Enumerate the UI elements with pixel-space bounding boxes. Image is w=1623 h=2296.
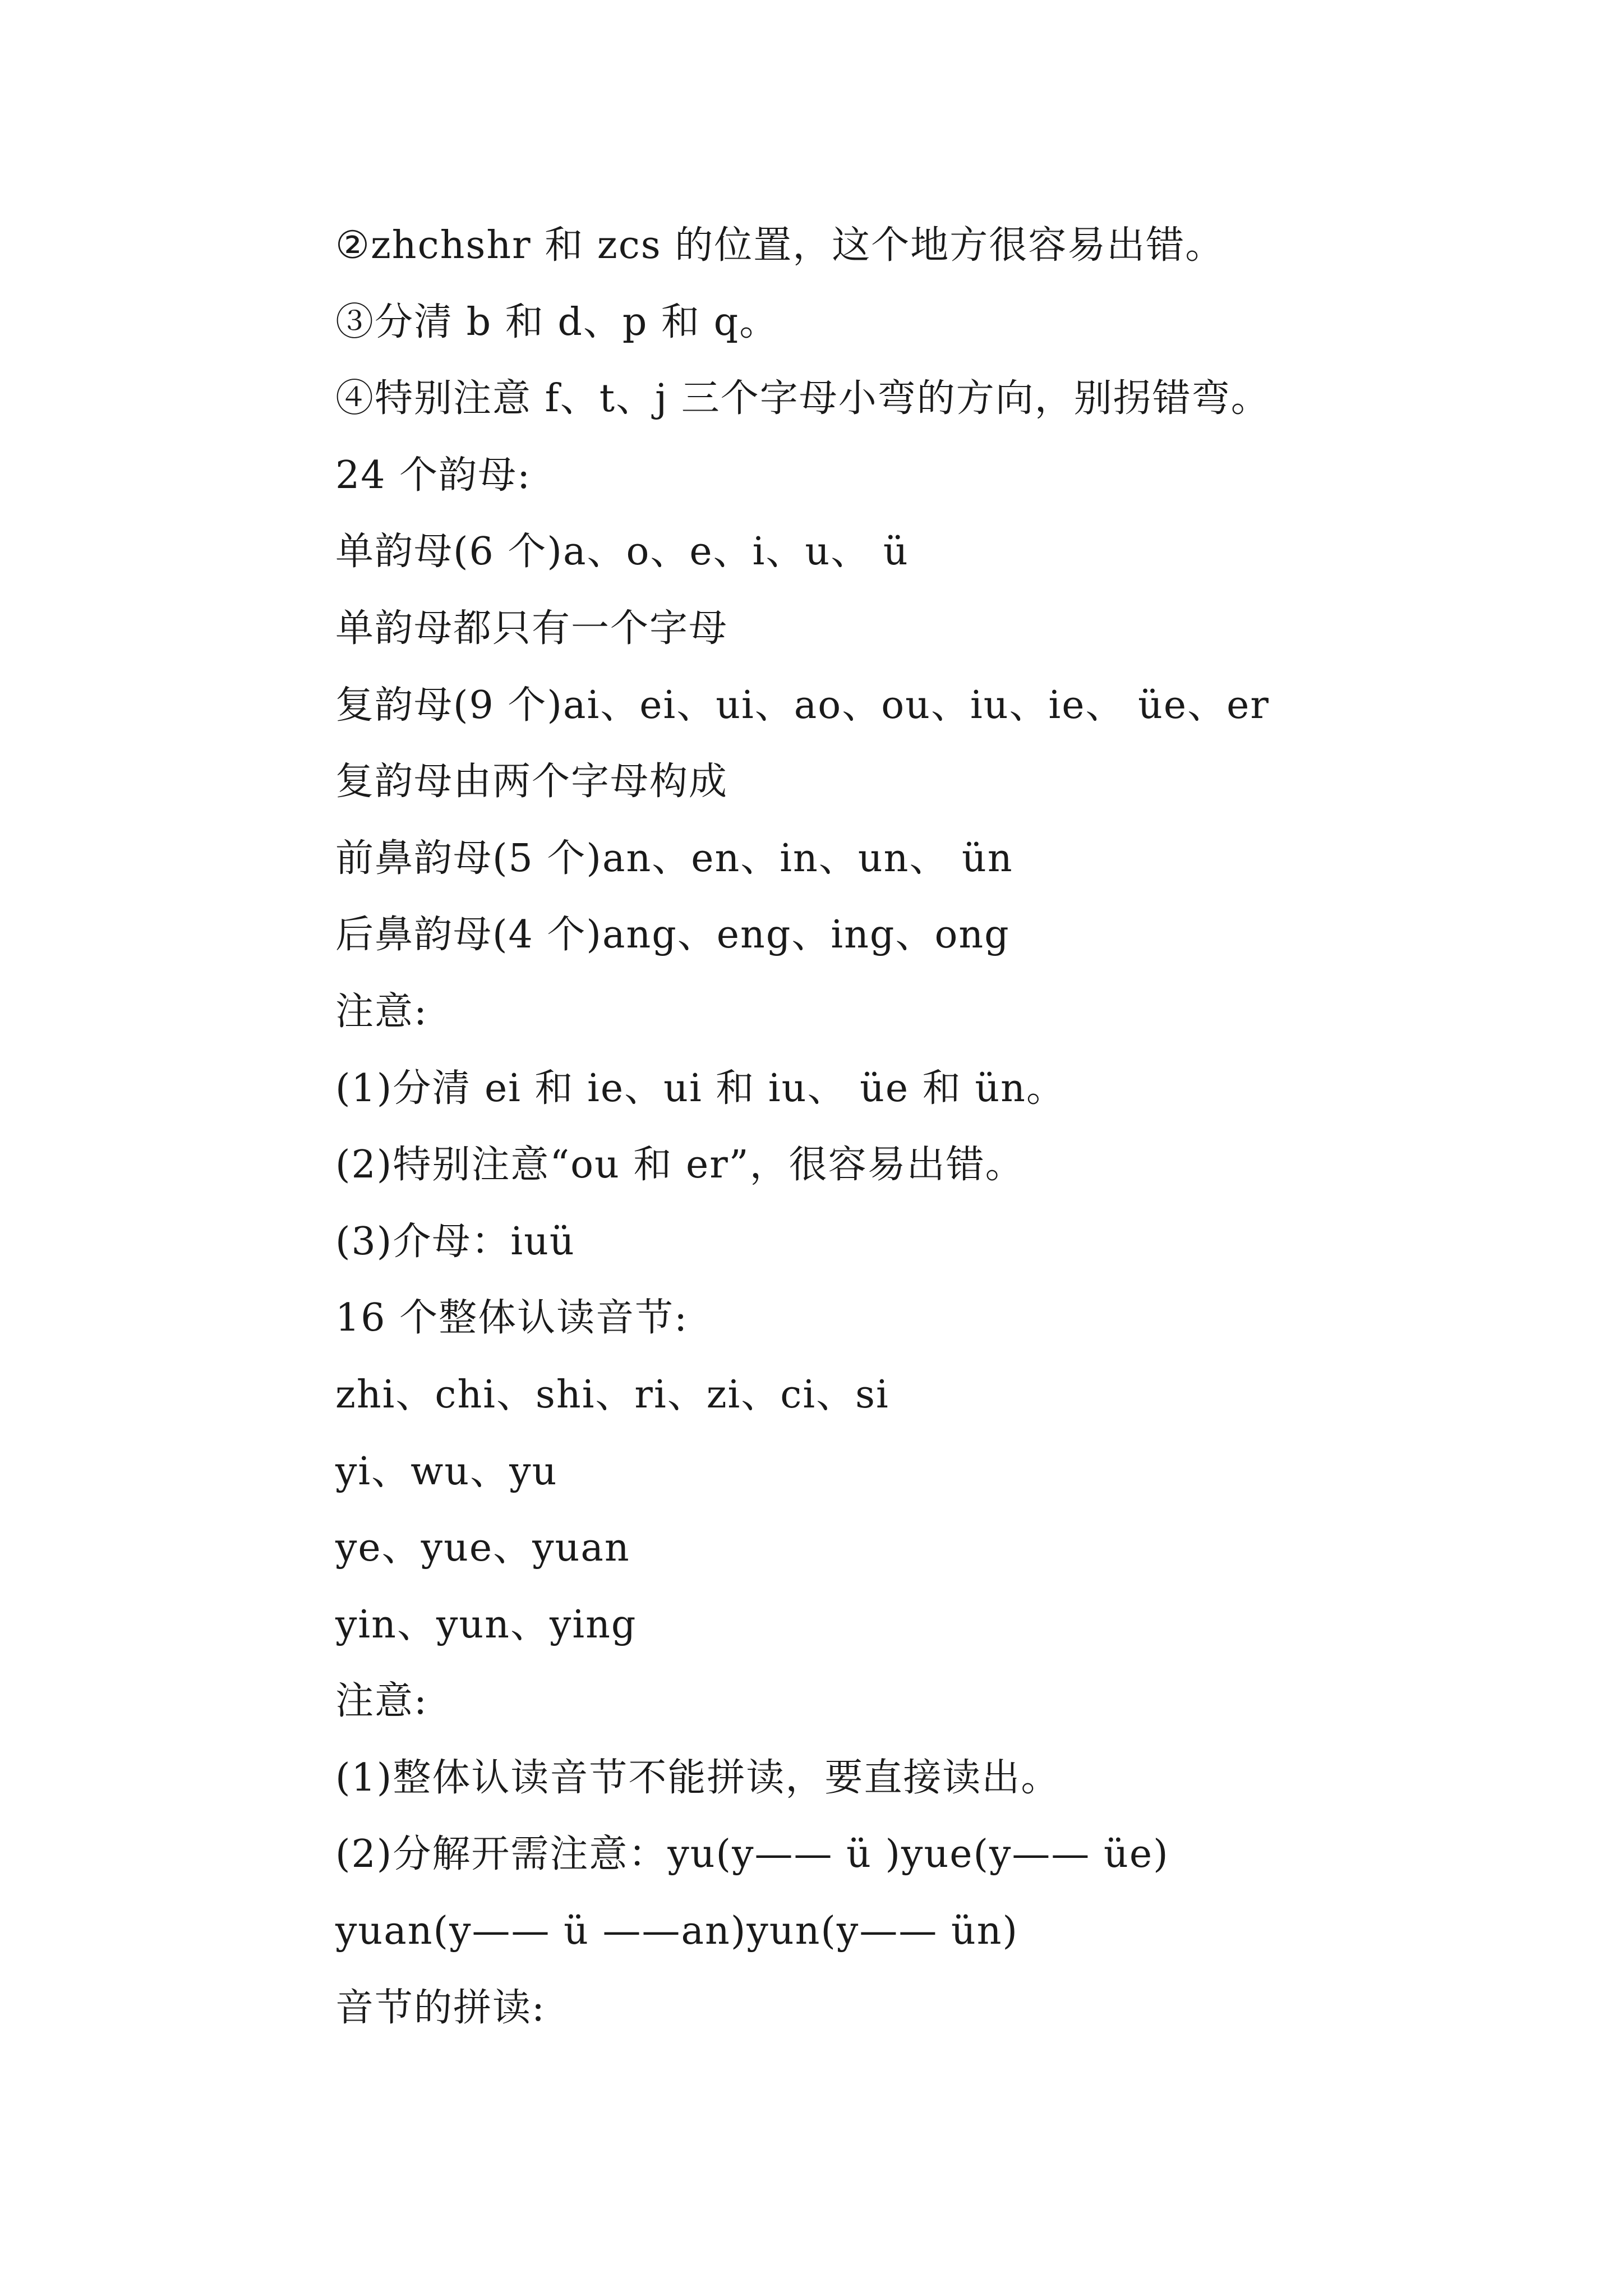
text-line-3: ④特别注意 f、t、j 三个字母小弯的方向，别拐错弯。	[335, 376, 1270, 421]
text-line-23: yuan(y—— ü ——an)yun(y—— ün)	[335, 1909, 1019, 1954]
text-line-10: 后鼻韵母(4 个)ang、eng、ing、ong	[335, 913, 1010, 958]
text-line-1: ②zhchshr 和 zcs 的位置，这个地方很容易出错。	[335, 223, 1225, 268]
text-line-8: 复韵母由两个字母构成	[335, 760, 728, 804]
text-line-5: 单韵母(6 个)a、o、e、i、u、 ü	[335, 530, 909, 574]
text-line-6: 单韵母都只有一个字母	[335, 606, 728, 651]
note-heading-2: 注意:	[335, 1679, 428, 1724]
section-heading-spelling: 音节的拼读:	[335, 1985, 546, 2030]
section-heading-syllables: 16 个整体认读音节:	[335, 1296, 689, 1341]
text-line-21: (1)整体认读音节不能拼读，要直接读出。	[335, 1755, 1061, 1800]
text-line-16: zhi、chi、shi、ri、zi、ci、si	[335, 1372, 889, 1417]
document-body	[335, 208, 1513, 2046]
text-line-19: yin、yun、ying	[335, 1602, 637, 1647]
text-line-18: ye、yue、yuan	[335, 1526, 630, 1571]
text-line-17: yi、wu、yu	[335, 1449, 558, 1494]
text-line-13: (2)特别注意“ou 和 er”，很容易出错。	[335, 1143, 1025, 1188]
section-heading-finals: 24 个韵母:	[335, 453, 532, 498]
note-heading-1: 注意:	[335, 989, 428, 1034]
text-line-7: 复韵母(9 个)ai、ei、ui、ao、ou、iu、ie、 üe、er	[335, 683, 1270, 728]
text-line-14: (3)介母：iuü	[335, 1219, 575, 1264]
text-line-9: 前鼻韵母(5 个)an、en、in、un、 ün	[335, 836, 1013, 881]
text-line-12: (1)分清 ei 和 ie、ui 和 iu、 üe 和 ün。	[335, 1066, 1066, 1111]
text-line-2: ③分清 b 和 d、p 和 q。	[335, 300, 779, 344]
text-line-22: (2)分解开需注意：yu(y—— ü )yue(y—— üe)	[335, 1832, 1169, 1877]
